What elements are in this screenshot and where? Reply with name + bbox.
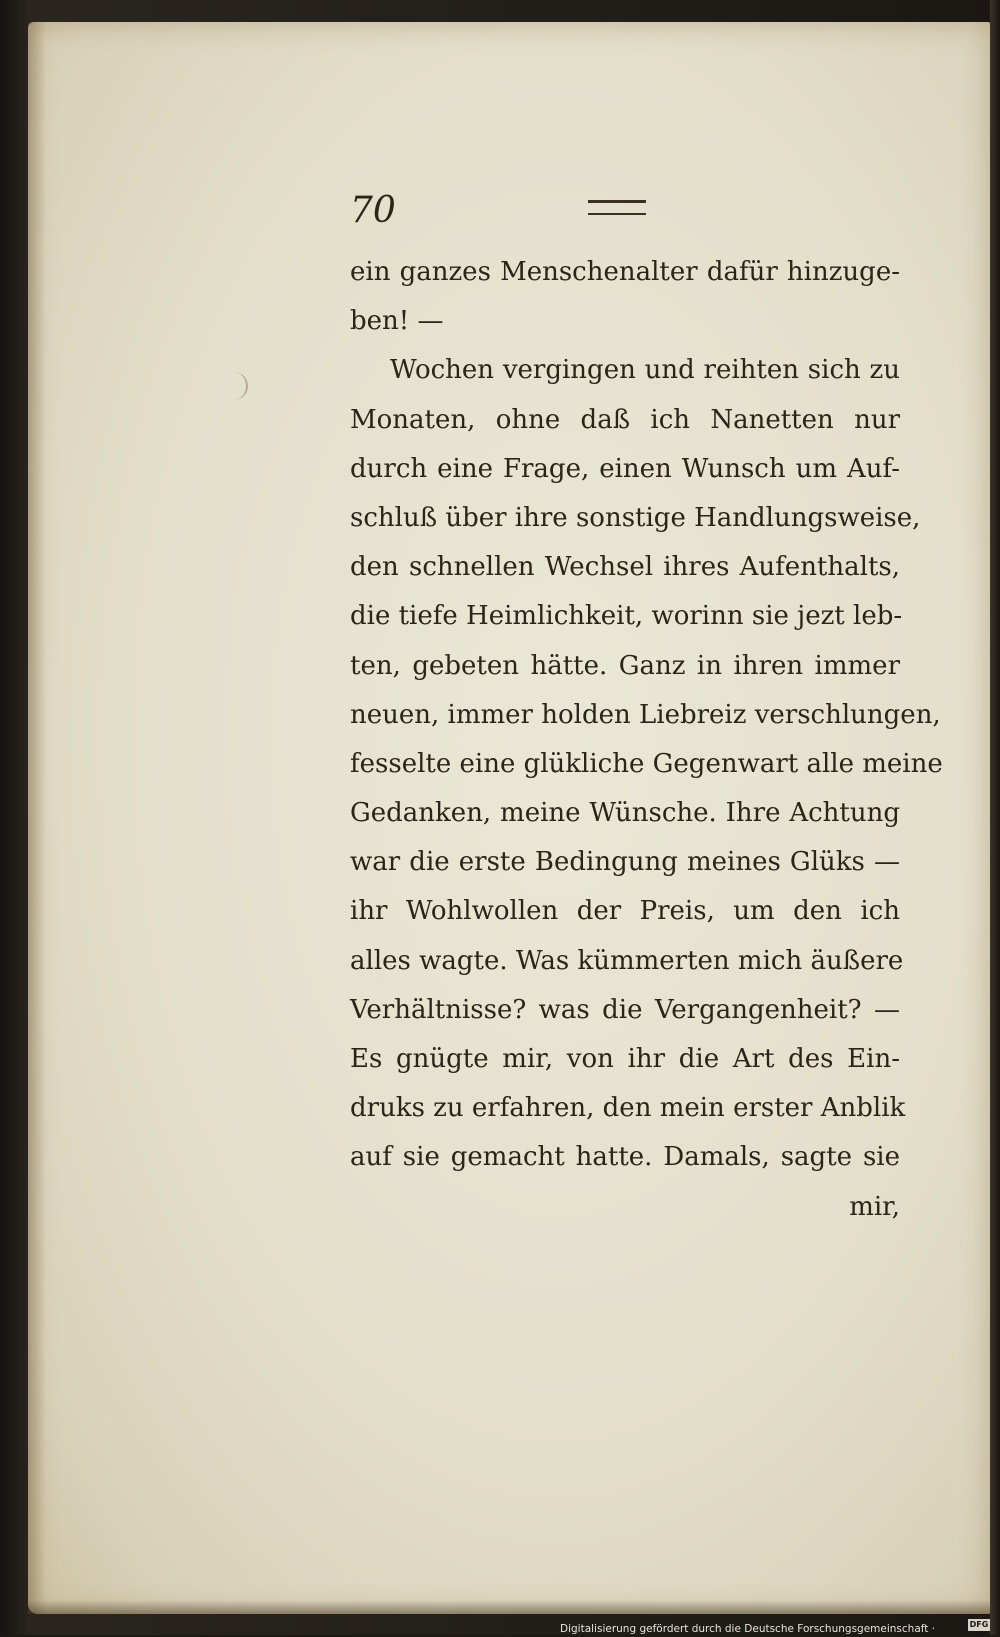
text-line: Wochen vergingen und reihten sich zu (390, 355, 900, 386)
text-line: ein ganzes Menschenalter dafür hinzuge- (350, 257, 900, 287)
text-line: neuen, immer holden Liebreiz verschlungen, (350, 699, 941, 730)
text-line: fesselte eine glükliche Gegenwart alle meine (350, 748, 943, 779)
page-number: 70 (350, 190, 396, 231)
text-line: auf sie gemacht hatte. Damals, sagte sie (350, 1142, 900, 1173)
digitization-footer (560, 1617, 990, 1633)
text-line: druks zu erfahren, den mein erster Anblik (350, 1093, 906, 1124)
text-line: ihr Wohlwollen der Preis, um den ich (350, 896, 900, 927)
text-line: ten, gebeten hätte. Ganz in ihren immer (350, 650, 900, 681)
page-header (350, 190, 900, 240)
dfg-logo-icon: DFG (969, 1620, 989, 1629)
page-bottom-shadow (28, 1600, 990, 1614)
text-line: den schnellen Wechsel ihres Aufenthalts, (350, 552, 900, 583)
text-line: ben! — (350, 306, 444, 337)
text-line: alles wagte. Was kümmerten mich äußere (350, 945, 904, 976)
text-line: Gedanken, meine Wünsche. Ihre Achtung (350, 798, 900, 829)
text-line: war die erste Bedingung meines Glüks — (350, 847, 900, 878)
text-line: schluß über ihre sonstige Handlungsweise, (350, 502, 921, 533)
header-rule (588, 200, 646, 215)
catchword: mir, (849, 1191, 900, 1222)
text-line: durch eine Frage, einen Wunsch um Auf- (350, 453, 900, 484)
text-line: Monaten, ohne daß ich Nanetten nur (350, 404, 900, 435)
page-edge (990, 0, 1000, 1635)
body-text (350, 248, 943, 1232)
text-line: Verhältnisse? was die Vergangenheit? — (350, 994, 900, 1025)
text-line: die tiefe Heimlichkeit, worinn sie jezt leb- (350, 601, 903, 632)
footer-credit: Digitalisierung gefördert durch die Deutsche Forschungsgemeinschaft · (560, 1623, 936, 1635)
text-line: Es gnügte mir, von ihr die Art des Ein- (350, 1044, 900, 1074)
